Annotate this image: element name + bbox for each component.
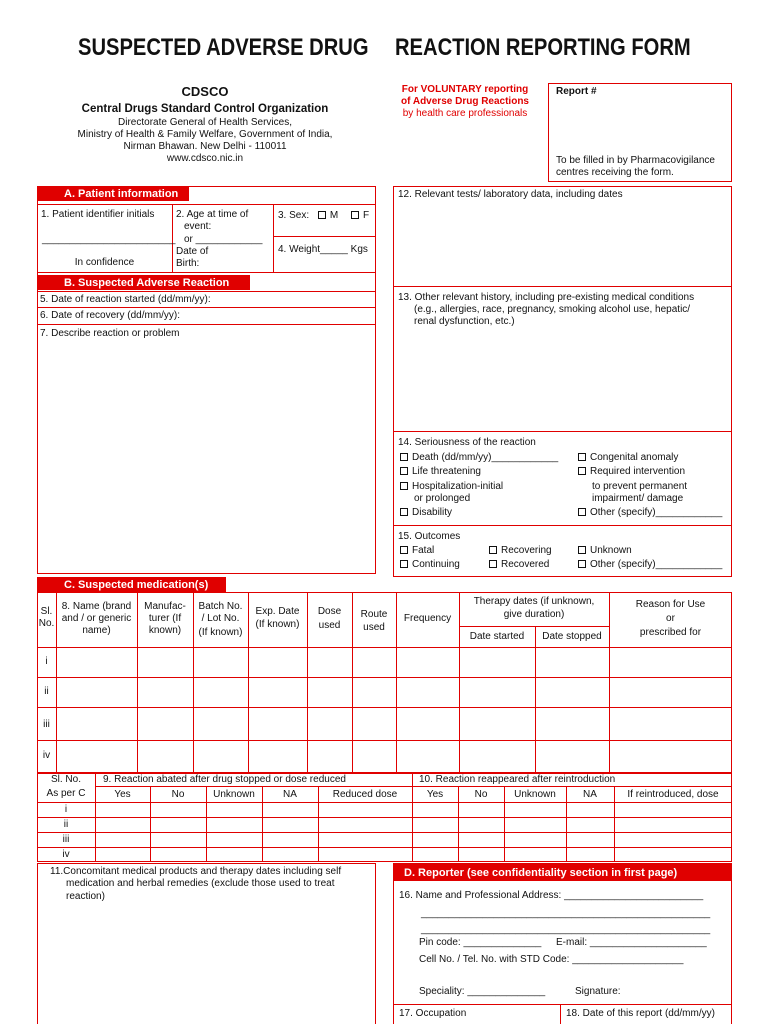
sex-m-label: M <box>329 210 339 221</box>
seriousness-life <box>400 466 481 478</box>
required-intervention-label-3: impairment/ damage <box>592 493 684 504</box>
form-title-left: SUSPECTED ADVERSE DRUG <box>78 34 369 61</box>
fatal-checkbox[interactable] <box>400 546 408 554</box>
seriousness-disability <box>400 507 452 519</box>
reaction-start-field[interactable]: 5. Date of reaction started (dd/mm/yy): <box>40 294 211 305</box>
org-line3: Nirman Bhawan. New Delhi - 110011 <box>123 141 287 152</box>
dc9-yes: Yes <box>114 789 131 800</box>
col-sl-2: No. <box>38 618 55 629</box>
seriousness-death <box>400 452 558 464</box>
dc-row-2: ii <box>63 819 69 830</box>
col-name-3: name) <box>82 625 111 636</box>
in-confidence-label: In confidence <box>74 257 135 268</box>
fatal-label: Fatal <box>412 545 435 556</box>
med-row-4: iv <box>42 750 51 761</box>
sex-f-checkbox[interactable] <box>351 211 359 219</box>
org-line1: Directorate General of Health Services, <box>118 117 292 128</box>
age-event-label: event: <box>184 221 212 232</box>
seriousness-required <box>578 466 685 478</box>
dc10-na: NA <box>583 789 597 800</box>
col-frequency: Frequency <box>403 613 452 624</box>
dc-q10-label: 10. Reaction reappeared after reintroduction <box>419 774 616 785</box>
occupation-label[interactable]: 17. Occupation <box>399 1008 467 1019</box>
section-a-header: A. Patient information <box>37 186 189 201</box>
death-checkbox[interactable] <box>400 453 408 461</box>
dc-row-3: iii <box>62 834 70 845</box>
col-exp-1: Exp. Date <box>255 606 300 617</box>
col-manufacturer-3: known) <box>148 625 182 636</box>
report-note-2: centres receiving the form. <box>556 167 674 178</box>
seriousness-other <box>578 507 722 519</box>
col-route-2: used <box>363 622 385 633</box>
phone-field[interactable]: Cell No. / Tel. No. with STD Code: ____________________ <box>419 954 684 965</box>
col-sl-1: Sl. <box>40 606 53 617</box>
col-name-2: and / or generic <box>61 613 132 624</box>
outcomes-label: 15. Outcomes <box>398 531 461 542</box>
speciality-field[interactable]: Speciality: ______________ <box>419 986 546 997</box>
col-date-started: Date started <box>469 631 525 642</box>
org-line2: Ministry of Health & Family Welfare, Government of India, <box>77 129 333 140</box>
col-batch-3: (If known) <box>198 627 243 638</box>
describe-reaction-area[interactable] <box>38 342 375 572</box>
reporter-address-line-2[interactable]: ____________________________________________________ <box>421 924 711 935</box>
recovering-checkbox[interactable] <box>489 546 497 554</box>
section-b-header: B. Suspected Adverse Reaction <box>37 275 250 290</box>
col-reason-1: Reason for Use <box>635 599 706 610</box>
reporter-name-field[interactable]: 16. Name and Professional Address: _________________________ <box>399 890 704 901</box>
outcome-fatal <box>400 545 434 557</box>
required-intervention-label-2: to prevent permanent <box>592 481 688 492</box>
report-date-label[interactable]: 18. Date of this report (dd/mm/yy) <box>566 1008 715 1019</box>
form-title-right: REACTION REPORTING FORM <box>395 34 691 61</box>
seriousness-other-checkbox[interactable] <box>578 508 586 516</box>
continuing-label: Continuing <box>412 559 460 570</box>
med-row-2: ii <box>44 686 49 697</box>
voluntary-line1: For VOLUNTARY reporting <box>401 84 529 95</box>
voluntary-line3: by health care professionals <box>402 108 528 119</box>
outcome-other-checkbox[interactable] <box>578 560 586 568</box>
required-intervention-label: Required intervention <box>590 466 686 477</box>
dc-q9-label: 9. Reaction abated after drug stopped or dose reduced <box>103 774 346 785</box>
col-therapy-1: Therapy dates (if unknown, <box>473 596 595 607</box>
recovered-checkbox[interactable] <box>489 560 497 568</box>
dc9-na: NA <box>283 789 297 800</box>
hospitalization-checkbox[interactable] <box>400 482 408 490</box>
relevant-tests-area[interactable] <box>394 203 731 285</box>
dc-row-1: i <box>64 804 68 815</box>
disability-checkbox[interactable] <box>400 508 408 516</box>
col-dose-2: used <box>318 620 341 631</box>
recovering-label: Recovering <box>501 545 552 556</box>
section-d-header: D. Reporter (see confidentiality section in first page) <box>393 864 732 881</box>
age-or-field[interactable]: or ____________ <box>184 234 263 245</box>
describe-reaction-label: 7. Describe reaction or problem <box>40 328 180 339</box>
sex-text: 3. Sex: <box>278 210 310 221</box>
dc9-reduced-dose: Reduced dose <box>332 789 398 800</box>
patient-initials-field[interactable]: ________________________ <box>42 234 176 245</box>
outcome-continuing <box>400 559 460 571</box>
col-batch-2: / Lot No. <box>201 613 240 624</box>
sex-label <box>278 210 369 222</box>
concomitant-area[interactable] <box>38 906 375 1024</box>
med-row-3: iii <box>43 719 50 730</box>
reporter-address-line-1[interactable]: ____________________________________________________ <box>421 908 711 919</box>
col-date-stopped: Date stopped <box>542 631 602 642</box>
dob-label-2: Birth: <box>176 258 200 269</box>
seriousness-congenital <box>578 452 678 464</box>
outcome-unknown <box>578 545 632 557</box>
org-name: Central Drugs Standard Control Organization <box>81 103 329 115</box>
dc10-yes: Yes <box>426 789 444 800</box>
relevant-tests-label: 12. Relevant tests/ laboratory data, including dates <box>398 189 623 200</box>
dc9-no: No <box>171 789 185 800</box>
weight-field[interactable]: 4. Weight_____ Kgs <box>278 244 368 255</box>
voluntary-line2: of Adverse Drug Reactions <box>401 96 529 107</box>
col-reason-2: or <box>666 613 675 624</box>
col-name-1: 8. Name (brand <box>61 601 132 612</box>
col-route-1: Route <box>360 609 388 620</box>
seriousness-other-label: Other (specify)____________ <box>590 507 723 518</box>
col-reason-3: prescribed for <box>639 627 702 638</box>
life-threatening-checkbox[interactable] <box>400 467 408 475</box>
dc10-unknown: Unknown <box>514 789 556 800</box>
recovery-date-field[interactable]: 6. Date of recovery (dd/mm/yy): <box>40 310 181 321</box>
signature-field[interactable]: Signature: <box>575 986 621 997</box>
hospitalization-label-2: or prolonged <box>414 493 471 504</box>
med-row-1: i <box>45 656 48 667</box>
dc-row-4: iv <box>62 849 70 860</box>
patient-initials-label: 1. Patient identifier initials <box>41 209 155 220</box>
seriousness-label: 14. Seriousness of the reaction <box>398 437 536 448</box>
dc10-if-reintroduced: If reintroduced, dose <box>627 789 719 800</box>
death-label: Death (dd/mm/yy)____________ <box>412 452 559 463</box>
hospitalization-label: Hospitalization-initial <box>412 481 504 492</box>
col-manufacturer-2: turer (If <box>148 613 182 624</box>
org-website: www.cdsco.nic.in <box>166 153 244 164</box>
col-manufacturer-1: Manufac- <box>144 601 186 612</box>
continuing-checkbox[interactable] <box>400 560 408 568</box>
outcome-other-label: Other (specify)____________ <box>590 559 723 570</box>
other-history-label-1: 13. Other relevant history, including pre-existing medical conditions <box>398 292 695 303</box>
concomitant-label-2: medication and herbal remedies (exclude those used to treat <box>66 878 335 889</box>
other-history-label-3: renal dysfunction, etc.) <box>414 316 515 327</box>
dob-label-1: Date of <box>176 246 209 257</box>
pin-code-field[interactable]: Pin code: ______________ <box>419 937 542 948</box>
other-history-label-2: (e.g., allergies, race, pregnancy, smoking alcohol use, hepatic/ <box>414 304 691 315</box>
sex-m-checkbox[interactable] <box>318 211 326 219</box>
seriousness-hosp <box>400 481 503 493</box>
sex-f-label: F <box>363 210 370 221</box>
other-history-area[interactable] <box>394 330 731 430</box>
disability-label: Disability <box>412 507 453 518</box>
outcome-recovering <box>489 545 552 557</box>
unknown-checkbox[interactable] <box>578 546 586 554</box>
concomitant-label-3: reaction) <box>66 891 105 902</box>
dc-sl-2: As per C <box>46 788 86 799</box>
congenital-label: Congenital anomaly <box>590 452 679 463</box>
dc10-no: No <box>474 789 488 800</box>
email-field[interactable]: E-mail: _____________________ <box>556 937 707 948</box>
congenital-checkbox[interactable] <box>578 453 586 461</box>
concomitant-label-1: 11.Concomitant medical products and therapy dates including self <box>50 866 342 877</box>
col-therapy-2: give duration) <box>503 609 565 620</box>
dc-sl-1: Sl. No. <box>50 774 81 785</box>
col-exp-2: (If known) <box>255 619 300 630</box>
unknown-label: Unknown <box>590 545 632 556</box>
col-dose-1: Dose <box>317 606 342 617</box>
recovered-label: Recovered <box>501 559 550 570</box>
dc9-unknown: Unknown <box>213 789 255 800</box>
col-batch-1: Batch No. <box>198 601 243 612</box>
section-c-header: C. Suspected medication(s) <box>37 577 226 592</box>
required-intervention-checkbox[interactable] <box>578 467 586 475</box>
age-label: 2. Age at time of <box>176 209 249 220</box>
outcome-recovered <box>489 559 549 571</box>
report-number-label: Report # <box>556 86 597 97</box>
org-abbr: CDSCO <box>181 84 229 99</box>
report-note-1: To be filled in by Pharmacovigilance <box>556 155 715 166</box>
outcome-other <box>578 559 722 571</box>
life-threatening-label: Life threatening <box>412 466 481 477</box>
